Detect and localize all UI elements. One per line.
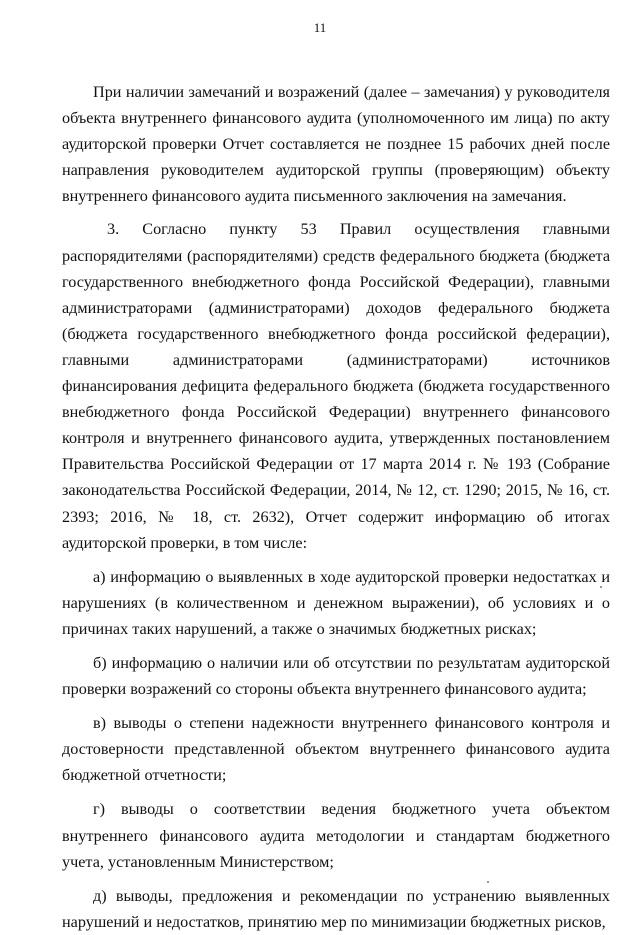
subitem-a: а) информацию о выявленных в ходе аудиторской проверки недостатках и нарушениях (в количественном и денежном выражении), об условиях и о причинах таких нарушений, а также о значимых бюджетных рисках; — [62, 567, 610, 638]
subitem-v: в) выводы о степени надежности внутреннего финансового контроля и достоверности представленной объектом внутреннего финансового аудита бюджетной отчетности; — [62, 714, 610, 785]
scan-speck — [487, 881, 489, 883]
subitem-g: г) выводы о соответствии ведения бюджетного учета объектом внутреннего финансового аудита методологии и стандартам бюджетного учета, установленным Министерством; — [62, 800, 610, 871]
subitem-d: д) выводы, предложения и рекомендации по устранению выявленных нарушений и недостатков, принятию мер по минимизации бюджетных рисков, — [62, 886, 610, 931]
subitem-b: б) информацию о наличии или об отсутствии по результатам аудиторской проверки возражений со стороны объекта внутреннего финансового аудита; — [62, 653, 610, 699]
scan-speck — [600, 586, 602, 588]
page-number: 11 — [313, 20, 327, 35]
paragraph-item-3: 3. Согласно пункту 53 Правил осуществления главными распорядителями (распорядителями) средств федерального бюджета (бюджета государственного внебюджетного фонда Российской Федерации), главными администраторами (администраторами) доходов федерального бюджета (бюджета государственного внебюджетного фонда российской федерации), главными администраторами (администраторами) источников финансирования дефицита федерального бюджета (бюджета государственного внебюджетного фонда Российской Федерации) внутреннего финансового контроля и внутреннего финансового аудита, утвержденных постановлением Правительства Российской Федерации от 17 марта 2014 г. № 193 (Собрание законодательства Российской Федерации, 2014, № 12, ст. 1290; 2015, № 16, ст. 2393; 2016, № 18, ст. 2632), Отчет содержит информацию об итогах аудиторской проверки, в том числе: — [62, 220, 610, 552]
paragraph-remarks: При наличии замечаний и возражений (далее – замечания) у руководителя объекта внутреннего финансового аудита (уполномоченного им лица) по акту аудиторской проверки Отчет составляется не позднее 15 рабочих дней после направления руководителем аудиторской группы (проверяющим) объекту внутреннего финансового аудита письменного заключения на замечания. — [62, 83, 610, 206]
document-body — [62, 79, 610, 935]
